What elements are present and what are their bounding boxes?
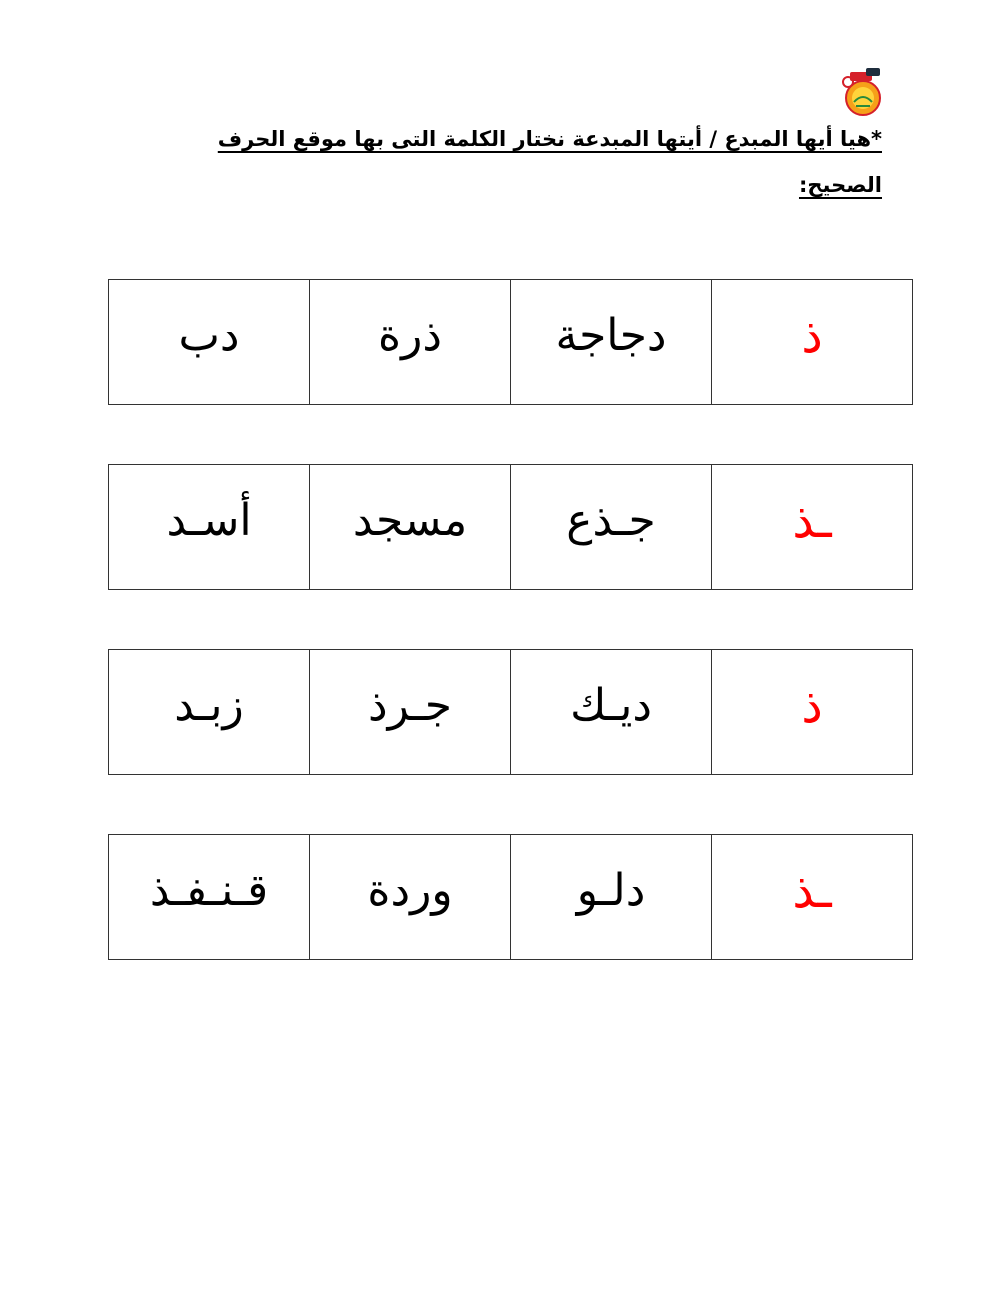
table-row	[108, 279, 913, 405]
word-choice-cell[interactable]: وردة	[309, 835, 510, 959]
target-letter-cell: ـذ	[711, 835, 912, 959]
word-choice-cell[interactable]: دجاجة	[510, 280, 711, 404]
letter-position-table	[108, 279, 913, 1019]
table-row	[108, 649, 913, 775]
badge-logo-icon	[836, 62, 890, 122]
word-choice-cell[interactable]: جـرذ	[309, 650, 510, 774]
word-choice-cell[interactable]: ديـك	[510, 650, 711, 774]
instruction-text: *هيا أيها المبدع / أيتها المبدعة نختار الكلمة التى بها موقع الحرف الصحيح:	[217, 127, 882, 197]
word-choice-cell[interactable]: دب	[178, 310, 240, 361]
word-choice-cell[interactable]: جـذع	[510, 465, 711, 589]
target-letter-cell: ذ	[711, 280, 912, 404]
target-letter-cell: ـذ	[711, 465, 912, 589]
target-letter-cell: ذ	[711, 650, 912, 774]
word-choice-cell[interactable]: أسـد	[166, 495, 252, 546]
word-choice-cell[interactable]: دلـو	[510, 835, 711, 959]
word-choice-cell[interactable]: مسجد	[309, 465, 510, 589]
word-choice-cell[interactable]: قـنـفـذ	[149, 865, 269, 916]
word-choice-cell[interactable]: ذرة	[309, 280, 510, 404]
word-choice-cell[interactable]: زبـد	[174, 680, 244, 731]
table-row	[108, 834, 913, 960]
table-row	[108, 464, 913, 590]
